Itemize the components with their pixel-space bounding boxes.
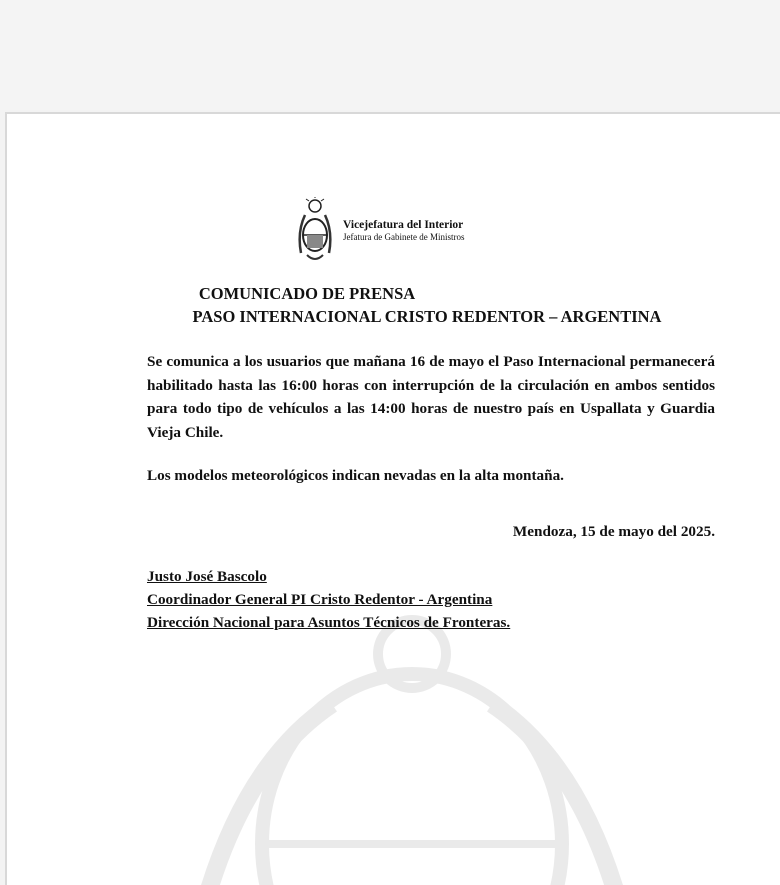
org-name: Vicejefatura del Interior <box>343 219 464 231</box>
signatory-name: Justo José Bascolo <box>147 568 267 585</box>
signature-block <box>147 565 510 634</box>
document-page <box>5 112 780 885</box>
signatory-office: Dirección Nacional para Asuntos Técnicos de Fronteras. <box>147 614 511 631</box>
paragraph-announcement: Se comunica a los usuarios que mañana 16 de mayo el Paso Internacional permanecerá habilitado hasta las 16:00 horas con interrupción de la circulación en ambos sentidos para todo tipo de vehículos a las 14:00 horas de nuestro país en Uspallata y Guardia Vieja Chile. <box>147 353 715 441</box>
title-line-2: PASO INTERNACIONAL CRISTO REDENTOR – ARGENTINA <box>192 307 662 326</box>
coat-of-arms-watermark-icon <box>182 614 642 885</box>
signatory-role: Coordinador General PI Cristo Redentor - Argentina <box>147 591 493 608</box>
title-line-1: COMUNICADO DE PRENSA <box>198 284 416 303</box>
dateline: Mendoza, 15 de mayo del 2025. <box>512 523 715 540</box>
letterhead <box>297 196 464 266</box>
top-margin <box>0 0 780 110</box>
coat-of-arms-icon <box>297 197 333 265</box>
org-subtitle: Jefatura de Gabinete de Ministros <box>343 232 465 242</box>
paragraph-weather: Los modelos meteorológicos indican nevadas en la alta montaña. <box>147 467 564 484</box>
